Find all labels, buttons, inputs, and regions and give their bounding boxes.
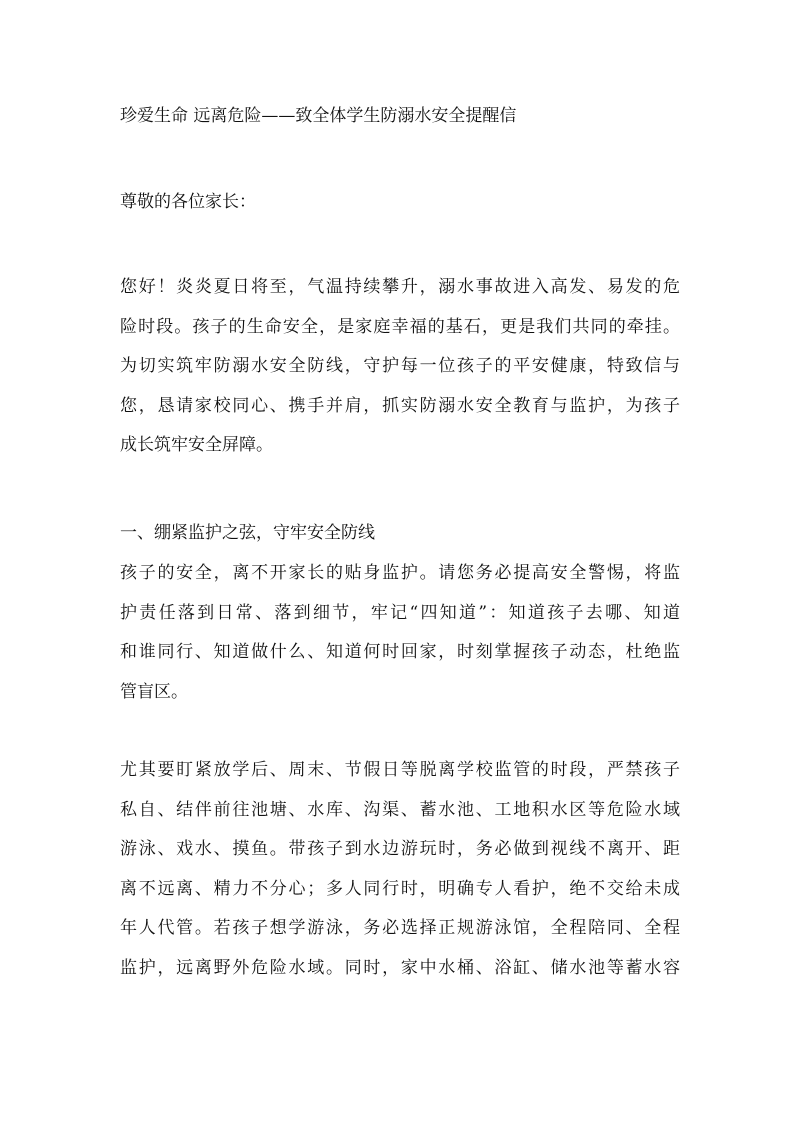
- paragraph-line: 私自、结伴前往池塘、水库、沟渠、蓄水池、工地积水区等危险水域: [120, 799, 680, 820]
- paragraph-line: 成长筑牢安全屏障。: [120, 435, 273, 455]
- salutation: 尊敬的各位家长：: [120, 192, 256, 212]
- intro-paragraph: [120, 272, 680, 470]
- paragraph-line: 您，恳请家校同心、携手并肩，抓实防溺水安全教育与监护，为孩子: [120, 395, 680, 416]
- paragraph-line: 和谁同行、知道做什么、知道何时回家，时刻掌握孩子动态，杜绝监: [120, 642, 680, 662]
- paragraph-line: 年人代管。若孩子想学游泳，务必选择正规游泳馆，全程陪同、全程: [120, 918, 680, 938]
- paragraph-line: 孩子的安全，离不开家长的贴身监护。请您务必提高安全警惕，将监: [120, 563, 680, 583]
- section-heading: 一、绷紧监护之弦，守牢安全防线: [120, 523, 375, 543]
- paragraph-line: 游泳、戏水、摸鱼。带孩子到水边游玩时，务必做到视线不离开、距: [120, 839, 680, 859]
- paragraph-line: 离不远离、精力不分心；多人同行时，明确专人看护，绝不交给未成: [120, 878, 680, 899]
- section1-paragraph-1: [120, 558, 680, 716]
- paragraph-line: 监护，远离野外危险水域。同时，家中水桶、浴缸、储水池等蓄水容: [120, 957, 680, 978]
- paragraph-line: 管盲区。: [120, 681, 188, 702]
- paragraph-line: 为切实筑牢防溺水安全防线，守护每一位孩子的平安健康，特致信与: [120, 356, 680, 376]
- document-title: 珍爱生命 远离危险——致全体学生防溺水安全提醒信: [120, 106, 517, 126]
- paragraph-line: 险时段。孩子的生命安全，是家庭幸福的基石，更是我们共同的牵挂。: [120, 316, 680, 337]
- paragraph-line: 尤其要盯紧放学后、周末、节假日等脱离学校监管的时段，严禁孩子: [120, 760, 680, 780]
- paragraph-line: 您好！炎炎夏日将至，气温持续攀升，溺水事故进入高发、易发的危: [120, 277, 680, 297]
- section1-paragraph-2: [120, 755, 680, 992]
- paragraph-line: 护责任落到日常、落到细节，牢记“四知道”：知道孩子去哪、知道: [120, 602, 680, 623]
